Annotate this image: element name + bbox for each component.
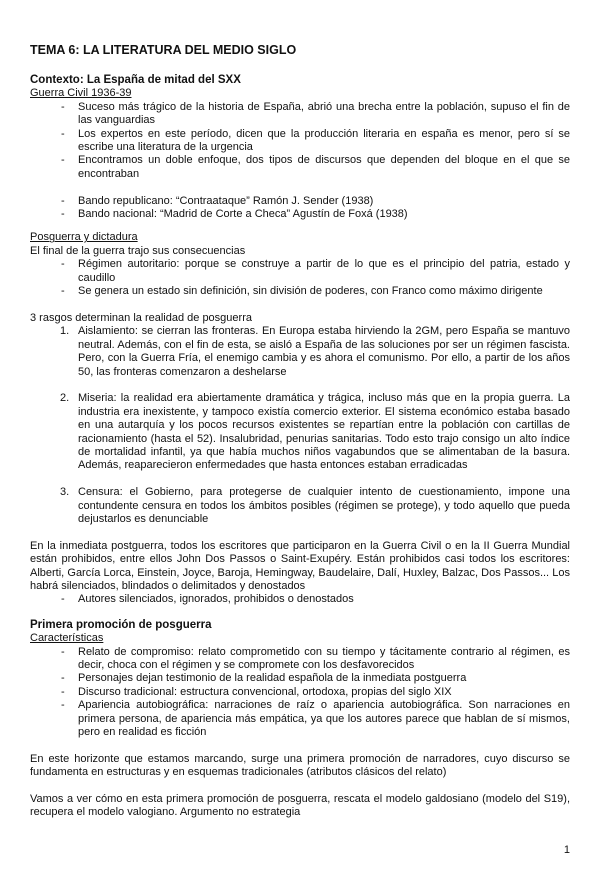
list-item — [30, 154, 570, 181]
bullet-marker: - — [61, 685, 65, 698]
list-item — [30, 593, 570, 606]
numbered-item — [30, 392, 570, 472]
numbered-item — [30, 486, 570, 526]
document-title: TEMA 6: LA LITERATURA DEL MEDIO SIGLO — [30, 43, 297, 57]
number-marker: 2. — [60, 392, 70, 405]
list-item-text: Miseria: la realidad era abiertamente dramática y trágica, incluso más que en la propia guerra. La industria era inexistente, y tampoco existía comercio exterior. El sistema económico estaba basado en una autarquía y los pocos recursos existentes se repartían entre la población con cartillas de racionamiento (hasta el 52). Insalubridad, penurias sanitarias. Todo esto trajo consigo un alto índice de mortalidad infantil, ya que había muchos niños vagabundos que se alimentaban de la basura. Además, reaparecieron enfermedades que hasta entonces estaban erradicadas — [78, 392, 570, 472]
list-item-text: Régimen autoritario: porque se construye a partir de lo que es el principio del patria, estado y caudillo — [78, 258, 570, 284]
numbered-item — [30, 325, 570, 379]
posguerra-bullets — [30, 258, 570, 298]
subheading-guerra-civil: Guerra Civil 1936-39 — [30, 87, 132, 100]
list-item-text: Censura: el Gobierno, para protegerse de cualquier intento de cuestionamiento, impone una contundente censura en todos los ámbitos posibles (régimen se protege), y todo aquello que pueda dejustarlos es denunciable — [78, 486, 570, 525]
number-marker: 3. — [60, 486, 70, 499]
section-heading-primera-promocion: Primera promoción de posguerra — [30, 618, 212, 631]
guerra-bullets — [30, 101, 570, 181]
list-item — [30, 208, 570, 221]
bullet-marker: - — [61, 154, 65, 167]
list-item-text: Autores silenciados, ignorados, prohibidos o denostados — [78, 593, 354, 606]
list-item-text: Bando nacional: “Madrid de Corte a Checa” Agustín de Foxá (1938) — [78, 208, 408, 221]
bullet-marker: - — [61, 672, 65, 685]
list-item-text: Bando republicano: “Contraataque” Ramón J. Sender (1938) — [78, 194, 374, 207]
number-marker: 1. — [60, 325, 70, 338]
paragraph: El final de la guerra trajo sus consecuencias — [30, 244, 246, 257]
page-number: 1 — [563, 843, 570, 856]
list-item — [30, 699, 570, 739]
paragraph: Vamos a ver cómo en esta primera promoción de posguerra, rescata el modelo galdosiano (modelo del S19), recupera el modelo valogiano. Argumento no estrategia — [30, 793, 570, 819]
spacer — [30, 379, 570, 392]
paragraph: 3 rasgos determinan la realidad de posguerra — [30, 311, 252, 324]
autores-bullets — [30, 593, 570, 606]
list-item — [30, 686, 570, 699]
list-item — [30, 285, 570, 298]
bullet-marker: - — [61, 645, 65, 658]
list-item-text: Apariencia autobiográfica: narraciones de raíz o apariencia autobiográfica. Son narraciones en primera persona, de apariencia más empática, ya que los autores parece que hablan de sí mismos, pero en realidad es ficción — [78, 699, 570, 739]
list-item-text: Relato de compromiso: relato comprometido con su tiempo y tácitamente contrario al régimen, es decir, choca con el régimen y se compromete con los desfavorecidos — [78, 645, 570, 671]
list-item — [30, 646, 570, 673]
bandos-bullets — [30, 195, 570, 222]
bullet-marker: - — [61, 194, 65, 207]
list-item — [30, 195, 570, 208]
list-item-text: Los expertos en este período, dicen que la producción literaria en españa es menor, pero sí se escribe una literatura de la urgencia — [78, 127, 570, 154]
document-page — [30, 0, 570, 877]
bullet-marker: - — [61, 699, 65, 712]
list-item-text: Se genera un estado sin definición, sin división de poderes, con Franco como máximo dirigente — [78, 285, 543, 298]
paragraph: En este horizonte que estamos marcando, surge una primera promoción de narradores, cuyo discurso se fundamenta en estructuras y en esquemas tradicionales (atributos clásicos del relato) — [30, 752, 570, 779]
list-item-text: Discurso tradicional: estructura convencional, ortodoxa, propias del siglo XIX — [78, 685, 452, 698]
list-item — [30, 128, 570, 155]
bullet-marker: - — [61, 258, 65, 271]
list-item — [30, 258, 570, 285]
rasgos-list — [30, 325, 570, 526]
bullet-marker: - — [61, 593, 65, 606]
list-item-text: Personajes dejan testimonio de la realidad española de la inmediata postguerra — [78, 672, 467, 685]
caracteristicas-bullets — [30, 646, 570, 740]
list-item-text: Suceso más trágico de la historia de España, abrió una brecha entre la población, supuso el fin de las vanguardias — [78, 100, 570, 127]
list-item — [30, 672, 570, 685]
bullet-marker: - — [61, 100, 65, 113]
spacer — [30, 473, 570, 486]
paragraph: En la inmediata postguerra, todos los escritores que participaron en la Guerra Civil o en la II Guerra Mundial están prohibidos, entre ellos John Dos Passos o Saint-Exupéry. Están prohibidos casi todos los escritores: Alberti, García Lorca, Einstein, Joyce, Baroja, Hemingway, Baudelaire, Dalí, Huxley, Balzac, Dos Passos... Los habrá silenciados, blindados o delimitados y denostados — [30, 539, 570, 592]
list-item-text: Encontramos un doble enfoque, dos tipos de discursos que dependen del bloque en el que se encontraban — [78, 154, 570, 180]
bullet-marker: - — [61, 285, 65, 298]
subheading-caracteristicas: Características — [30, 632, 104, 645]
section-heading-contexto: Contexto: La España de mitad del SXX — [30, 74, 241, 86]
subheading-posguerra: Posguerra y dictadura — [30, 231, 138, 244]
list-item — [30, 101, 570, 128]
list-item-text: Aislamiento: se cierran las fronteras. En Europa estaba hirviendo la 2GM, pero España se mantuvo neutral. Además, con el fin de esta, se aisló a España de las soluciones por ser un régimen fascista. Pero, con la Guerra Fría, el enemigo cambia y es ahora el comunismo. Por ello, a partir de los años 50, las fronteras comenzaron a deshelarse — [78, 325, 570, 378]
bullet-marker: - — [61, 208, 65, 221]
bullet-marker: - — [61, 127, 65, 140]
